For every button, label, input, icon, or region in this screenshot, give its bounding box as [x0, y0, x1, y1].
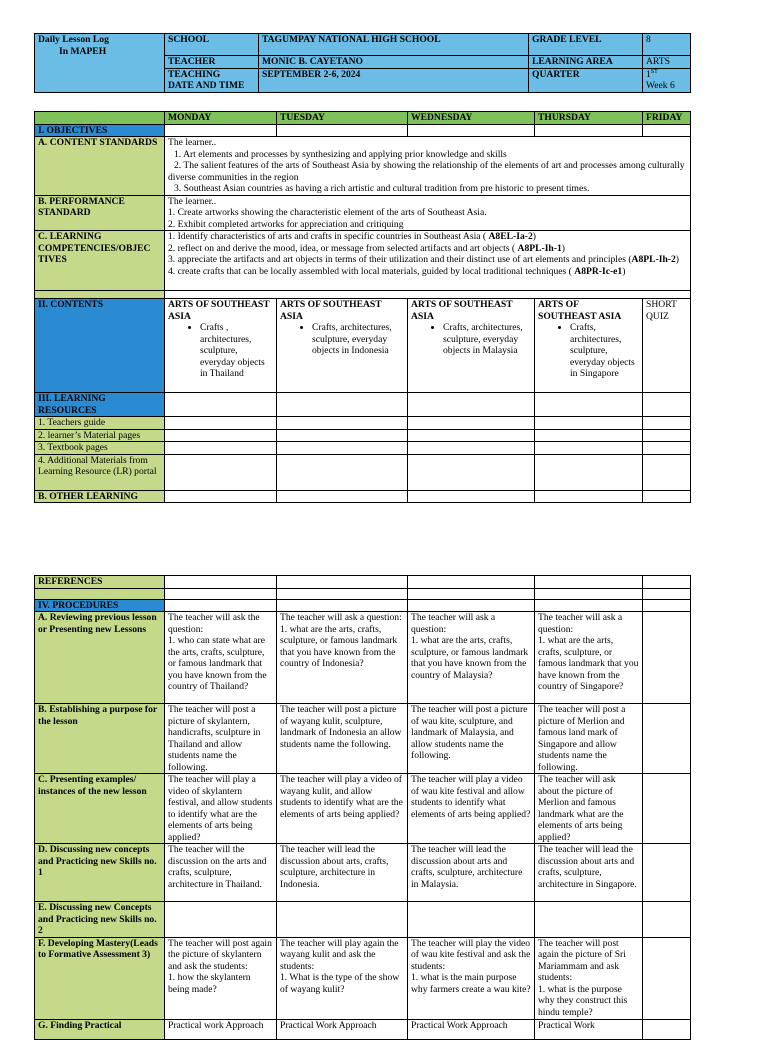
- teacher-value: MONIC B. CAYETANO: [259, 56, 529, 69]
- competencies-text: [165, 231, 691, 291]
- school-value: TAGUMPAY NATIONAL HIGH SCHOOL: [259, 34, 529, 56]
- procedure-b-friday: [643, 704, 691, 774]
- procedure-b-thursday: The teacher will post a picture of Merlion and famous land mark of Singapore and allow students name the following.: [535, 704, 643, 774]
- day-header-tuesday: TUESDAY: [277, 112, 408, 125]
- quarter-value: [643, 68, 691, 92]
- content-std-2: 2. The salient features of the arts of Southeast Asia by showing the relationship of the elements of art and processes among culturally diverse communities in the region: [168, 160, 685, 183]
- date-value: SEPTEMBER 2-6, 2024: [259, 68, 529, 92]
- spacer-row-label: [35, 291, 165, 299]
- spacer-row: [165, 291, 691, 299]
- contents-monday: [165, 299, 277, 393]
- header-table: [34, 33, 691, 93]
- procedure-a-wednesday: The teacher will ask a question: 1. what are the arts, crafts, sculpture, or famous landmark that you have known from the country of Malaysia?: [408, 612, 535, 704]
- procedure-g-friday: [643, 1019, 691, 1039]
- perf-std-2: 2. Exhibit completed artworks for appreciation and critiquing: [168, 218, 404, 230]
- procedure-c-monday: The teacher will play a video of skylantern festival, and allow students to identify what are the elements of arts being applied?: [165, 774, 277, 844]
- procedure-c-tuesday: The teacher will play a video of wayang kulit, and allow students to identify what are the elements of arts being applied?: [277, 774, 408, 844]
- contents-wednesday-item: • Crafts, architectures, sculpture, everyday objects in Malaysia: [443, 322, 531, 357]
- procedure-f-thursday: The teacher will post again the picture of Sri Mariammam and ask students: 1. what is the purpose why they construct this hindu temple?: [535, 937, 643, 1019]
- resource-teachers-guide: 1. Teachers guide: [35, 417, 165, 430]
- procedure-f-tuesday: The teacher will play again the wayang kulit and ask the students: 1. What is the type of the show of wayang kulit?: [277, 937, 408, 1019]
- procedure-c-thursday: The teacher will ask about the picture of Merlion and famous landmark what are the elements of arts being applied?: [535, 774, 643, 844]
- content-standards-text: [165, 137, 691, 196]
- procedure-a-friday: [643, 612, 691, 704]
- contents-wednesday: [408, 299, 535, 393]
- procedure-d-label: D. Discussing new concepts and Practicing new Skills no. 1: [35, 844, 165, 902]
- competency-3: 3. appreciate the artifacts and art objects in terms of their utilization and their distinct use of art elements and principles (A8PL-Ih-2): [168, 254, 679, 265]
- procedure-d-thursday: The teacher will lead the discussion about arts and crafts, sculpture, architecture in Singapore.: [535, 844, 643, 902]
- date-label-line2: DATE AND TIME: [168, 80, 245, 91]
- contents-thursday-item: • Crafts, architectures, sculpture, everyday objects in Singapore: [570, 322, 639, 380]
- procedure-g-label: G. Finding Practical: [35, 1019, 165, 1039]
- contents-monday-title: ARTS OF SOUTHEAST ASIA: [168, 299, 270, 322]
- log-title: Daily Lesson Log: [38, 34, 109, 45]
- contents-tuesday-title: ARTS OF SOUTHEAST ASIA: [280, 299, 382, 322]
- week-value: Week 6: [646, 80, 675, 92]
- procedure-c-label: C. Presenting examples/ instances of the new lesson: [35, 774, 165, 844]
- procedure-d-tuesday: The teacher will lead the discussion about arts, crafts, sculpture, architecture in Indonesia.: [277, 844, 408, 902]
- log-title-cell: [35, 34, 165, 93]
- contents-thursday-title: ARTS OF SOUTHEAST ASIA: [538, 299, 622, 322]
- procedure-f-monday: The teacher will post again the picture of skylantern and ask the students: 1. how the skylantern being made?: [165, 937, 277, 1019]
- contents-friday: SHORT QUIZ: [643, 299, 691, 393]
- resource-learners-material: 2. learner’s Material pages: [35, 429, 165, 442]
- procedure-d-wednesday: The teacher will lead the discussion about arts and crafts, sculpture, architecture in Malaysia.: [408, 844, 535, 902]
- contents-tuesday-item: • Crafts, architectures, sculpture, everyday objects in Indonesia: [312, 322, 404, 357]
- procedure-f-wednesday: The teacher will play the video of wau kite festival and ask the students: 1. what is the main purpose why farmers create a wau kite?: [408, 937, 535, 1019]
- procedure-b-wednesday: The teacher will post a picture of wau kite, sculpture, and landmark of Malaysia, and allow students name the following.: [408, 704, 535, 774]
- day-header-thursday: THURSDAY: [535, 112, 643, 125]
- perf-std-1: 1. Create artworks showing the characteristic element of the arts of Southeast Asia.: [168, 207, 487, 218]
- school-label: SCHOOL: [165, 34, 259, 56]
- procedures-label: IV. PROCEDURES: [35, 599, 165, 612]
- content-std-1: 1. Art elements and processes by synthesizing and applying prior knowledge and skills: [174, 148, 507, 160]
- quarter-number: 1: [646, 68, 651, 80]
- procedure-g-tuesday: Practical Work Approach: [277, 1019, 408, 1039]
- content-std-3: 3. Southeast Asian countries as having a rich artistic and cultural tradition from pre historic to present times.: [174, 183, 590, 194]
- contents-tuesday: [277, 299, 408, 393]
- procedure-d-monday: The teacher will the discussion on the arts and crafts, sculpture, architecture in Thailand.: [165, 844, 277, 902]
- contents-thursday: [535, 299, 643, 393]
- quarter-suffix: ST: [650, 68, 658, 75]
- procedure-f-label: F. Developing Mastery(Leads to Formative Assessment 3): [35, 937, 165, 1019]
- other-learning-label: B. OTHER LEARNING: [35, 490, 165, 503]
- procedure-a-tuesday: The teacher will ask a question: 1. what are the arts, crafts, sculpture, or famous landmark that you have known from the country of Indonesia?: [277, 612, 408, 704]
- day-header-monday: MONDAY: [165, 112, 277, 125]
- procedure-d-friday: [643, 844, 691, 902]
- blank-header-cell: [35, 112, 165, 125]
- resource-textbook: 3. Textbook pages: [35, 442, 165, 455]
- competency-1: 1. Identify characteristics of arts and crafts in specific countries in Southeast Asia ( A8EL-Ia-2): [168, 231, 536, 242]
- date-label-line1: TEACHING: [168, 68, 221, 80]
- performance-standard-label: B. PERFORMANCE STANDARD: [35, 195, 165, 231]
- content-standards-label: A. CONTENT STANDARDS: [35, 137, 165, 196]
- competencies-label: C. LEARNING COMPETENCIES/OBJEC TIVES: [35, 231, 165, 291]
- teacher-label: TEACHER: [165, 56, 259, 69]
- procedure-g-thursday: Practical Work: [535, 1019, 643, 1039]
- lesson-table-part1: [34, 111, 691, 503]
- resources-label: III. LEARNING RESOURCES: [35, 393, 165, 417]
- resource-additional-materials: 4. Additional Materials from Learning Resource (LR) portal: [35, 454, 165, 490]
- date-label: [165, 68, 259, 92]
- procedure-a-thursday: The teacher will ask a question: 1. what are the arts, crafts, sculpture, or famous landmark that you have known from the country of Singapore?: [535, 612, 643, 704]
- procedure-a-label: A. Reviewing previous lesson or Presenting new Lessons: [35, 612, 165, 704]
- perf-std-intro: The learner..: [168, 195, 217, 207]
- procedure-c-friday: [643, 774, 691, 844]
- area-label: LEARNING AREA: [529, 56, 643, 69]
- contents-label: II. CONTENTS: [35, 299, 165, 393]
- contents-wednesday-title: ARTS OF SOUTHEAST ASIA: [411, 299, 513, 322]
- blank-row-label: [35, 588, 165, 599]
- procedure-c-wednesday: The teacher will play a video of wau kite festival and allow students to identify what elements of arts being applied?: [408, 774, 535, 844]
- procedure-a-monday: The teacher will ask the question: 1. who can state what are the arts, crafts, sculpture, or famous landmark that you have known from the country of Thailand?: [165, 612, 277, 704]
- grade-label: GRADE LEVEL: [529, 34, 643, 56]
- procedure-f-friday: [643, 937, 691, 1019]
- procedure-b-monday: The teacher will post a picture of skylantern, handicrafts, sculpture in Thailand and allow students name the following.: [165, 704, 277, 774]
- quarter-label: QUARTER: [529, 68, 643, 92]
- contents-monday-item: • Crafts , architectures, sculpture, everyday objects in Thailand: [200, 322, 273, 380]
- procedure-e-label: E. Discussing new Concepts and Practicing new Skills no. 2: [35, 902, 165, 938]
- log-subtitle: In MAPEH: [59, 45, 107, 57]
- competency-4: 4. create crafts that can be locally assembled with local materials, guided by local traditional techniques ( A8PR-Ic-e1): [168, 265, 626, 277]
- procedure-b-tuesday: The teacher will post a picture of wayang kulit, sculpture, landmark of Indonesia an allow students name the following.: [277, 704, 408, 774]
- objectives-section: I. OBJECTIVES: [35, 124, 165, 137]
- procedure-g-monday: Practical work Approach: [165, 1019, 277, 1039]
- performance-standard-text: [165, 195, 691, 231]
- competency-2: 2. reflect on and derive the mood, idea, or message from selected artifacts and art objects ( A8PL-Ih-1): [168, 242, 565, 254]
- content-std-intro: The learner..: [168, 137, 217, 148]
- day-header-friday: FRIDAY: [643, 112, 691, 125]
- area-value: ARTS: [643, 56, 691, 69]
- procedure-b-label: B. Establishing a purpose for the lesson: [35, 704, 165, 774]
- procedure-g-wednesday: Practical Work Approach: [408, 1019, 535, 1039]
- lesson-table-part2: [34, 575, 691, 1040]
- references-label: REFERENCES: [35, 576, 165, 589]
- grade-value: 8: [643, 34, 691, 56]
- day-header-wednesday: WEDNESDAY: [408, 112, 535, 125]
